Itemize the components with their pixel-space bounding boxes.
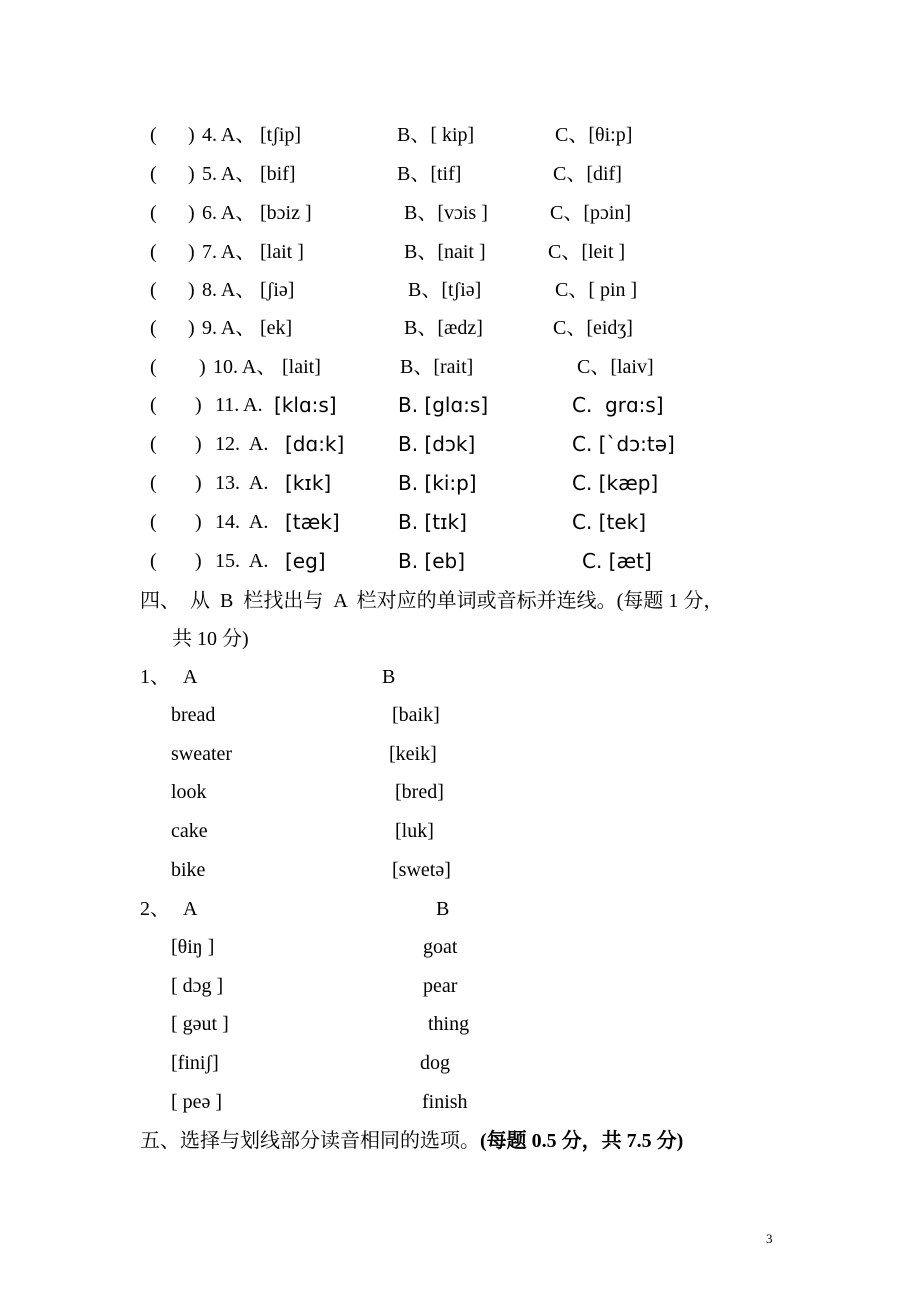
answer-paren-close: ) [195,550,202,572]
option-a: [klɑ:s] [274,393,337,417]
option-b: B、[tʃiə] [408,279,482,301]
answer-paren-open: ( [150,472,157,494]
section-4-heading-cont: 共 10 分) [172,628,249,650]
match-item-a: bread [171,704,216,726]
option-c: C、[dif] [553,163,622,185]
question-row [0,427,920,461]
match-item-b: [keik] [389,742,437,765]
question-row [0,235,920,269]
answer-paren-open: ( [150,124,157,146]
group-2-column-b-header: B [436,898,450,920]
option-c: C. [ˋdɔ:tə] [572,432,675,456]
option-c: C、[laiv] [577,356,654,378]
question-row [0,273,920,307]
page-number: 3 [766,1231,773,1246]
option-b: B、[nait ] [404,241,486,263]
answer-paren-open: ( [150,433,157,455]
option-a: [kɪk] [285,471,332,495]
question-number: 13. A. [215,472,269,494]
answer-paren-close: ) [195,511,202,533]
answer-paren-close: ) [195,433,202,455]
option-a: [tæk] [285,510,340,534]
answer-paren-close: ) [188,202,195,224]
option-c: C. [tek] [572,510,647,534]
group-1-column-b-header: B [382,666,396,688]
section-5-heading-text: 五、选择与划线部分读音相同的选项。 [140,1130,480,1152]
option-b: B. [tɪk] [398,510,467,534]
group-1-label: 1、 [140,666,170,688]
match-item-b: goat [423,936,458,958]
option-c: C、[pɔin] [550,202,632,224]
option-b: B、[vɔis ] [404,202,488,224]
section-4-heading: 四、 从 B 栏找出与 A 栏对应的单词或音标并连线。(每题 1 分， [140,590,724,612]
match-item-a: bike [171,858,206,881]
section-5-heading-points: (每题 0.5 分，共 7.5 分) [480,1130,684,1152]
match-item-b: [luk] [395,820,434,843]
match-item-b: [baik] [392,704,440,726]
answer-paren-open: ( [150,356,157,378]
match-item-a: [ dɔg ] [171,974,224,997]
question-number: 4. A、 [202,124,256,146]
question-number: 8. A、 [202,279,256,301]
answer-paren-close: ) [199,356,206,378]
question-row [0,466,920,500]
question-number: 6. A、 [202,202,256,224]
question-row [0,505,920,539]
match-item-b: [swetə] [392,858,451,881]
question-number: 14. A. [215,511,269,533]
answer-paren-close: ) [188,163,195,185]
match-item-a: look [171,781,207,804]
option-b: B. [dɔk] [398,432,476,456]
answer-paren-open: ( [150,202,157,224]
option-a: [bɔiz ] [260,202,312,224]
group-2-column-a-header: A [183,898,198,920]
question-row [0,118,920,152]
option-c: C. grɑ:s] [572,393,664,417]
question-number: 15. A. [215,550,269,572]
match-item-a: sweater [171,742,233,765]
match-item-a: cake [171,820,208,843]
question-row [0,157,920,191]
answer-paren-open: ( [150,511,157,533]
match-item-b: dog [420,1052,450,1075]
option-b: B、[ædz] [404,317,483,339]
question-row [0,196,920,230]
question-row [0,311,920,345]
question-row [0,388,920,422]
match-item-a: [ peə ] [171,1090,223,1113]
option-c: C、[eidʒ] [553,317,633,339]
match-item-a: [θiŋ ] [171,936,215,958]
answer-paren-open: ( [150,241,157,263]
answer-paren-open: ( [150,163,157,185]
option-a: [lait ] [260,241,304,263]
option-c: C、[θi:p] [555,124,633,146]
answer-paren-close: ) [188,124,195,146]
answer-paren-open: ( [150,317,157,339]
answer-paren-close: ) [188,279,195,301]
match-item-b: pear [423,974,458,997]
match-item-a: [ gəut ] [171,1013,229,1036]
question-number: 10. A、 [213,356,277,378]
question-number: 11. A. [215,394,263,416]
option-b: B、[ kip] [397,124,475,146]
option-c: C、[ pin ] [555,279,638,301]
group-1-column-a-header: A [183,666,198,688]
question-row [0,544,920,578]
option-c: C、[leit ] [548,241,626,263]
match-item-b: finish [422,1090,468,1113]
answer-paren-close: ) [188,241,195,263]
option-a: [dɑ:k] [285,432,345,456]
question-number: 12. A. [215,433,269,455]
option-c: C. [kæp] [572,471,659,495]
option-b: B. [eb] [398,549,466,573]
match-item-a: [finiʃ] [171,1052,219,1075]
question-number: 9. A、 [202,317,256,339]
answer-paren-close: ) [188,317,195,339]
option-a: [eg] [285,549,326,573]
question-number: 7. A、 [202,241,256,263]
answer-paren-close: ) [195,394,202,416]
answer-paren-open: ( [150,279,157,301]
option-a: [lait] [282,356,321,378]
option-a: [tʃip] [260,124,302,146]
question-number: 5. A、 [202,163,256,185]
question-row [0,350,920,384]
match-item-b: thing [428,1013,470,1036]
option-a: [bif] [260,163,296,185]
section-5-heading [140,1124,683,1158]
answer-paren-close: ) [195,472,202,494]
option-a: [ʃiə] [260,279,295,301]
answer-paren-open: ( [150,550,157,572]
option-b: B、[rait] [400,356,474,378]
option-a: [ek] [260,317,293,339]
option-c: C. [æt] [582,549,652,573]
option-b: B、[tif] [397,163,462,185]
option-b: B. [ki:p] [398,471,477,495]
option-b: B. [glɑ:s] [398,393,489,417]
group-2-label: 2、 [140,898,170,920]
match-item-b: [bred] [395,781,444,804]
answer-paren-open: ( [150,394,157,416]
